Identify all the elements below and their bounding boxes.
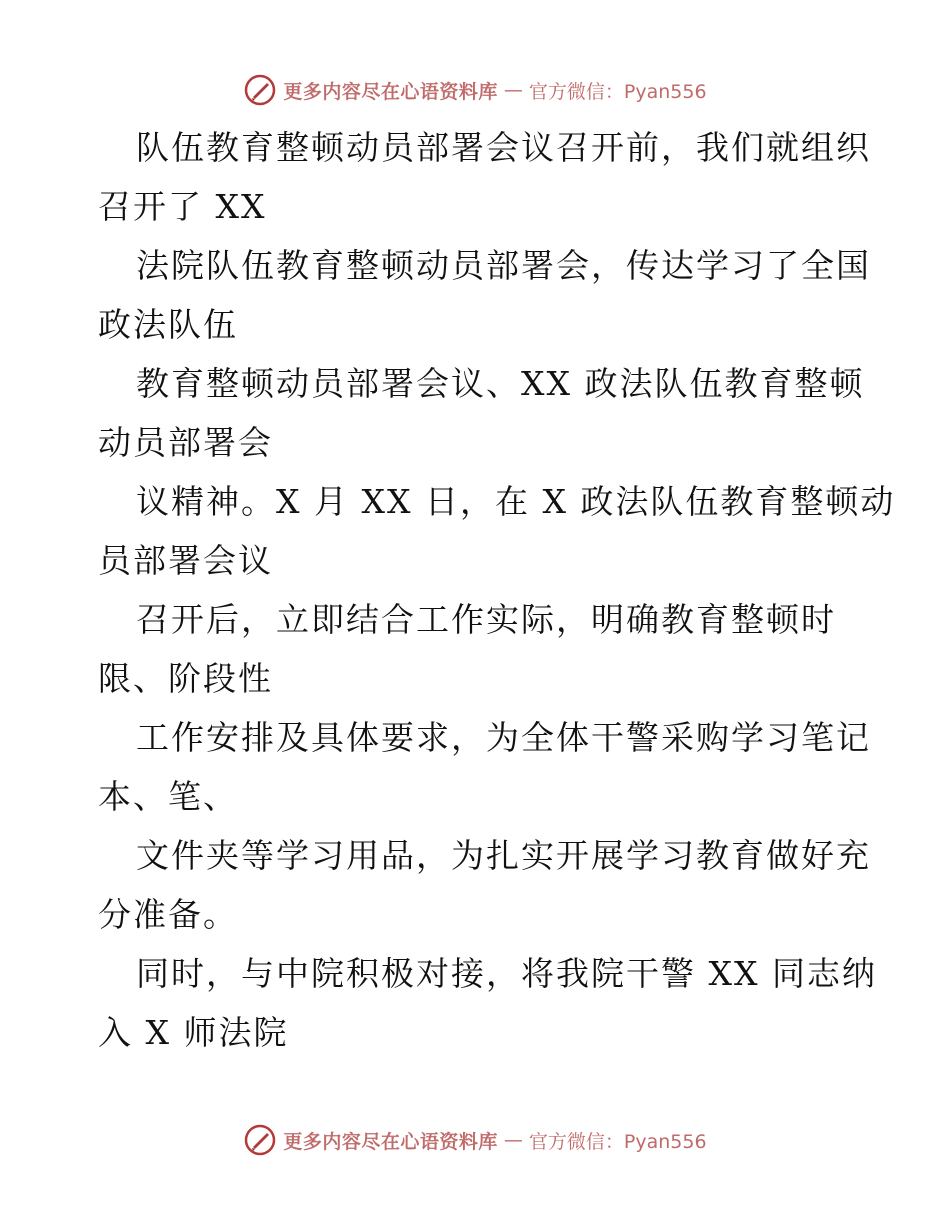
- text-line: 召开了 XX: [98, 187, 267, 226]
- text-line: 入 X 师法院: [98, 1013, 289, 1052]
- brand-logo-icon: [243, 1123, 277, 1157]
- brand-text: 更多内容尽在心语资料库: [283, 80, 498, 103]
- text-line: 政法队伍: [98, 305, 238, 344]
- document-body: [98, 118, 896, 1062]
- text-line: 教育整顿动员部署会议、XX 政法队伍教育整顿: [136, 364, 865, 403]
- banner-separator: —: [503, 1129, 523, 1151]
- text-line: 分准备。: [98, 895, 238, 934]
- text-line: 限、阶段性: [98, 659, 273, 698]
- text-line: 同时，与中院积极对接，将我院干警 XX 同志纳: [136, 954, 877, 993]
- text-line: 议精神。X 月 XX 日，在 X 政法队伍教育整顿动: [136, 482, 896, 521]
- banner-separator: —: [503, 79, 523, 101]
- text-line: 工作安排及具体要求，为全体干警采购学习笔记: [136, 718, 871, 757]
- wechat-text: 官方微信：Pyan556: [528, 1130, 707, 1153]
- header-watermark: [0, 70, 950, 110]
- text-line: 法院队伍教育整顿动员部署会，传达学习了全国: [136, 246, 871, 285]
- text-line: 员部署会议: [98, 541, 273, 580]
- text-line: 召开后，立即结合工作实际，明确教育整顿时: [136, 600, 836, 639]
- brand-logo-icon: [243, 73, 277, 107]
- brand-text: 更多内容尽在心语资料库: [283, 1130, 498, 1153]
- text-line: 文件夹等学习用品，为扎实开展学习教育做好充: [136, 836, 871, 875]
- text-line: 队伍教育整顿动员部署会议召开前，我们就组织: [136, 128, 871, 167]
- text-line: 本、笔、: [98, 777, 238, 816]
- text-line: 动员部署会: [98, 423, 273, 462]
- wechat-text: 官方微信：Pyan556: [528, 80, 707, 103]
- footer-watermark: [0, 1120, 950, 1160]
